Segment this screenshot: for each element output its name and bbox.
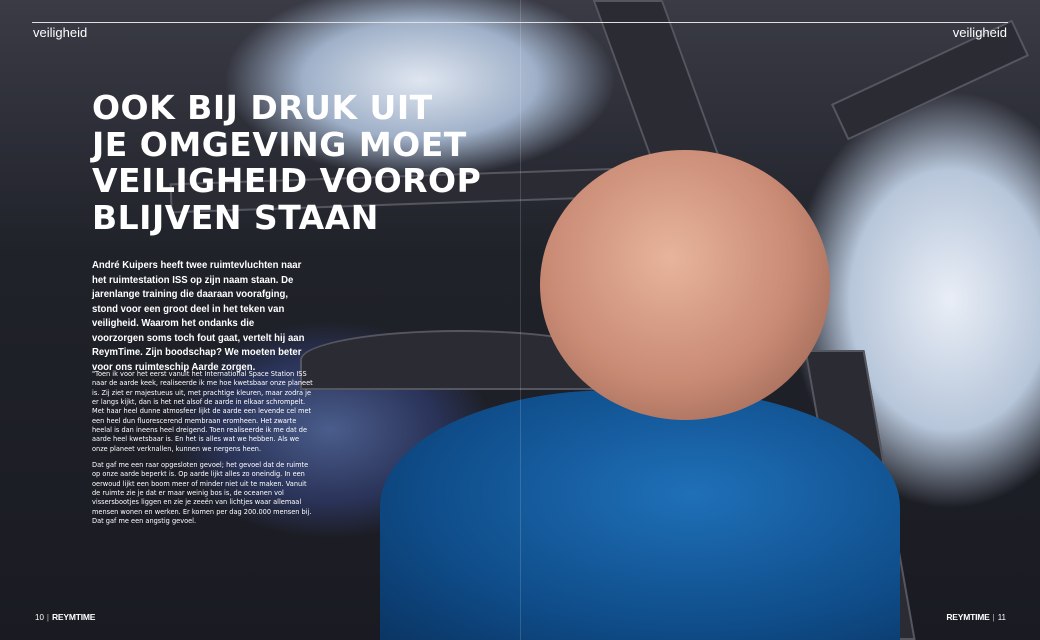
footer-right [946, 612, 1006, 622]
title-line: OOK BIJ DRUK UIT [92, 88, 433, 127]
astronaut-shirt [380, 390, 900, 640]
astronaut-head [540, 150, 830, 420]
article-title [92, 90, 492, 236]
separator: | [46, 612, 49, 622]
header-rule-right [520, 22, 1008, 23]
title-line: BLIJVEN STAAN [92, 197, 379, 237]
footer-left [35, 612, 95, 622]
page-number: 11 [997, 612, 1006, 622]
title-line: VEILIGHEID VOOROP [92, 161, 482, 200]
title-line: JE OMGEVING MOET [92, 124, 467, 164]
page-number: 10 [35, 612, 44, 622]
page-gutter [520, 0, 521, 640]
article-intro: André Kuipers heeft twee ruimtevluchten naar het ruimtestation ISS op zijn naam staan. De jarenlange training die daaraan voorafging, stond voor een groot deel in het teken van veiligheid. Waarom het ondanks die voorzorgen soms toch fout gaat, vertelt hij aan ReymTime. Zijn boodschap? We moeten beter voor ons ruimteschip Aarde zorgen. [92, 260, 305, 373]
header-rule-left [32, 22, 520, 23]
brand-logo: REYMTIME [946, 612, 990, 622]
body-paragraph: "Toen ik voor het eerst vanuit het International Space Station ISS naar de aarde keek, realiseerde ik me hoe kwetsbaar onze planeet is. Zij ziet er majestueus uit, met prachtige kleuren, maar zodra je er langs kijkt, dan is het net alsof de aarde in elkaar schrompelt. Met haar heel dunne atmosfeer lijkt de aarde een levende cel met een heel dun fluorescerend membraan eromheen. Het zwarte heelal is dan ineens heel dreigend. Toen realiseerde ik me dat de aarde heel kwetsbaar is. En het is alles wat we hebben. Als we onze planeet verknallen, kunnen we nergens heen. [92, 370, 313, 453]
section-label-left: veiligheid [33, 25, 88, 40]
brand-logo: REYMTIME [51, 612, 96, 622]
body-paragraph: Dat gaf me een raar opgesloten gevoel; het gevoel dat de ruimte op onze aarde beperkt is. Op aarde lijkt alles zo oneindig. In een oerwoud lijkt een boom meer of minder niet uit te maken. Vanuit de ruimte zie je dat er maar weinig bos is, de oceanen vol vissersbootjes liggen en zie je zeeën van lichtjes waar allemaal mensen wonen en werken. Er komen per dag 200.000 mensen bij. Dat gaf me een angstig gevoel. [92, 461, 312, 526]
separator: | [992, 612, 995, 622]
section-label-right: veiligheid [952, 25, 1007, 40]
